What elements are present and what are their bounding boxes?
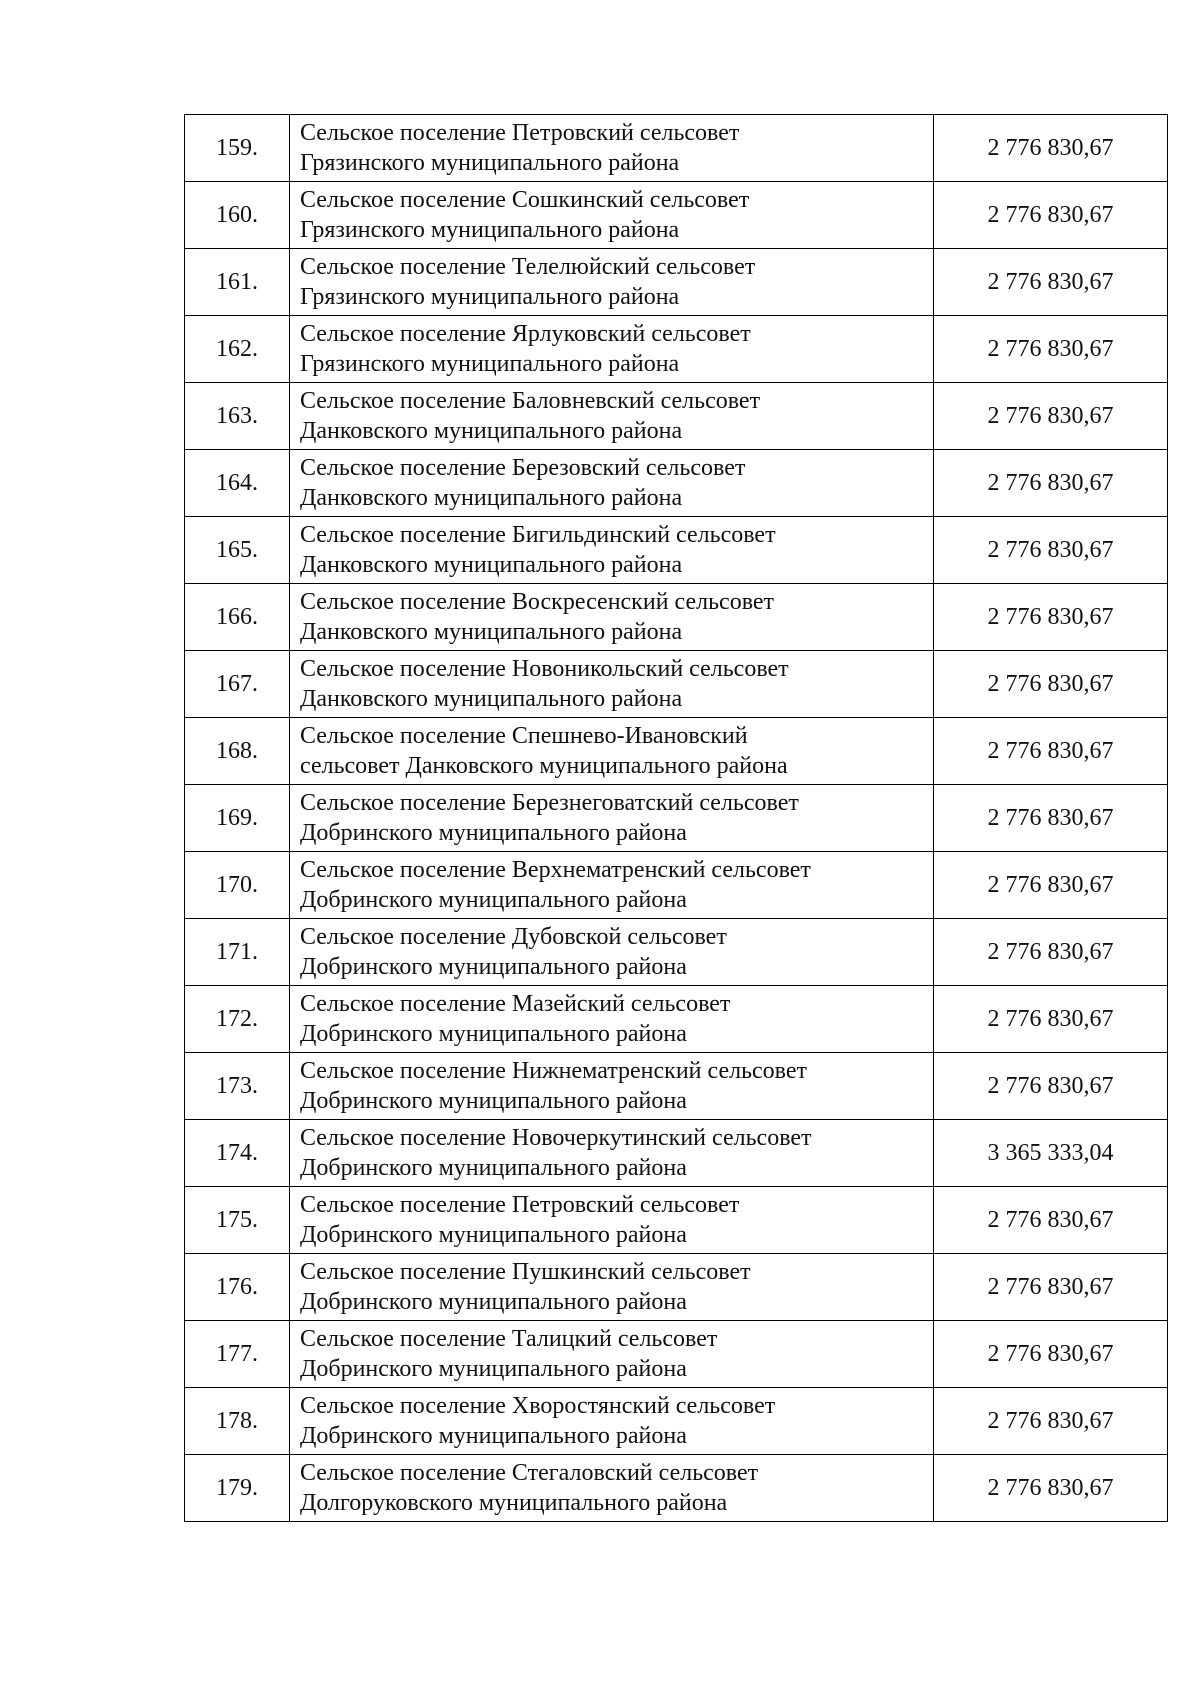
settlement-name-line-1: Сельское поселение Новоникольский сельсовет (300, 656, 789, 682)
amount-cell: 2 776 830,67 (934, 1388, 1168, 1455)
row-number: 175. (185, 1187, 290, 1254)
amount-cell: 2 776 830,67 (934, 1455, 1168, 1522)
table-row (185, 919, 1168, 986)
settlement-name-line-2: Добринского муниципального района (300, 1155, 687, 1181)
settlement-name-line-1: Сельское поселение Телелюйский сельсовет (300, 254, 756, 280)
settlement-name-cell (290, 718, 934, 785)
amount-cell: 2 776 830,67 (934, 1321, 1168, 1388)
settlement-name-line-1: Сельское поселение Нижнематренский сельсовет (300, 1058, 808, 1084)
settlement-name-cell (290, 450, 934, 517)
settlement-name-line-1: Сельское поселение Спешнево-Ивановский (300, 723, 748, 749)
amount-cell: 2 776 830,67 (934, 1187, 1168, 1254)
settlement-name-line-1: Сельское поселение Сошкинский сельсовет (300, 187, 750, 213)
settlement-name-cell (290, 316, 934, 383)
settlement-name-cell (290, 584, 934, 651)
settlement-name-line-1: Сельское поселение Петровский сельсовет (300, 120, 740, 146)
amount-cell: 2 776 830,67 (934, 919, 1168, 986)
table-row (185, 1388, 1168, 1455)
settlement-name-line-1: Сельское поселение Березовский сельсовет (300, 455, 746, 481)
settlement-name-line-2: Добринского муниципального района (300, 1289, 687, 1315)
settlement-name-line-2: Добринского муниципального района (300, 1423, 687, 1449)
settlement-name-cell (290, 115, 934, 182)
amount-cell: 2 776 830,67 (934, 1254, 1168, 1321)
settlement-name-line-2: Грязинского муниципального района (300, 150, 680, 176)
table-row (185, 1321, 1168, 1388)
amount-cell: 2 776 830,67 (934, 852, 1168, 919)
settlement-name-line-2: сельсовет Данковского муниципального района (300, 753, 788, 779)
table-row (185, 1455, 1168, 1522)
table-row (185, 852, 1168, 919)
table-row (185, 584, 1168, 651)
table-row (185, 450, 1168, 517)
settlement-name-cell (290, 785, 934, 852)
settlement-name-cell (290, 651, 934, 718)
settlement-name-line-2: Данковского муниципального района (300, 418, 683, 444)
row-number: 162. (185, 316, 290, 383)
row-number: 159. (185, 115, 290, 182)
row-number: 168. (185, 718, 290, 785)
row-number: 171. (185, 919, 290, 986)
settlement-name-line-2: Добринского муниципального района (300, 887, 687, 913)
settlement-name-cell (290, 1254, 934, 1321)
settlement-name-line-1: Сельское поселение Березнеговатский сельсовет (300, 790, 799, 816)
settlement-name-line-1: Сельское поселение Бигильдинский сельсовет (300, 522, 776, 548)
settlement-name-line-2: Добринского муниципального района (300, 1356, 687, 1382)
amount-cell: 2 776 830,67 (934, 316, 1168, 383)
settlement-name-cell (290, 517, 934, 584)
table-row (185, 785, 1168, 852)
table-row (185, 718, 1168, 785)
amount-cell: 2 776 830,67 (934, 785, 1168, 852)
settlement-name-cell (290, 1120, 934, 1187)
settlement-name-line-2: Грязинского муниципального района (300, 217, 680, 243)
settlement-name-line-2: Данковского муниципального района (300, 552, 683, 578)
row-number: 173. (185, 1053, 290, 1120)
settlement-name-line-1: Сельское поселение Баловневский сельсовет (300, 388, 761, 414)
settlement-name-line-2: Данковского муниципального района (300, 619, 683, 645)
settlement-name-cell (290, 383, 934, 450)
settlement-name-line-1: Сельское поселение Верхнематренский сельсовет (300, 857, 811, 883)
table-row (185, 1187, 1168, 1254)
settlement-name-cell (290, 249, 934, 316)
table-row (185, 316, 1168, 383)
table-row (185, 383, 1168, 450)
settlement-name-cell (290, 1455, 934, 1522)
settlement-name-line-2: Добринского муниципального района (300, 954, 687, 980)
table-row (185, 249, 1168, 316)
settlement-name-line-1: Сельское поселение Новочеркутинский сельсовет (300, 1125, 812, 1151)
amount-cell: 2 776 830,67 (934, 1053, 1168, 1120)
settlement-name-cell (290, 1321, 934, 1388)
row-number: 163. (185, 383, 290, 450)
table-row (185, 1120, 1168, 1187)
amount-cell: 2 776 830,67 (934, 986, 1168, 1053)
amount-cell: 3 365 333,04 (934, 1120, 1168, 1187)
amount-cell: 2 776 830,67 (934, 517, 1168, 584)
settlement-name-line-2: Долгоруковского муниципального района (300, 1490, 728, 1516)
settlement-name-line-1: Сельское поселение Стегаловский сельсовет (300, 1460, 759, 1486)
allocation-table (184, 114, 1168, 1522)
table-row (185, 1254, 1168, 1321)
settlement-name-cell (290, 182, 934, 249)
row-number: 165. (185, 517, 290, 584)
amount-cell: 2 776 830,67 (934, 383, 1168, 450)
row-number: 160. (185, 182, 290, 249)
settlement-name-line-2: Грязинского муниципального района (300, 351, 680, 377)
row-number: 166. (185, 584, 290, 651)
settlement-name-cell (290, 852, 934, 919)
row-number: 164. (185, 450, 290, 517)
row-number: 174. (185, 1120, 290, 1187)
settlement-name-line-1: Сельское поселение Мазейский сельсовет (300, 991, 731, 1017)
table-row (185, 517, 1168, 584)
settlement-name-line-1: Сельское поселение Талицкий сельсовет (300, 1326, 718, 1352)
settlement-name-line-1: Сельское поселение Воскресенский сельсовет (300, 589, 775, 615)
settlement-name-line-1: Сельское поселение Пушкинский сельсовет (300, 1259, 751, 1285)
table-row (185, 182, 1168, 249)
row-number: 172. (185, 986, 290, 1053)
row-number: 161. (185, 249, 290, 316)
amount-cell: 2 776 830,67 (934, 584, 1168, 651)
settlement-name-line-1: Сельское поселение Ярлуковский сельсовет (300, 321, 751, 347)
amount-cell: 2 776 830,67 (934, 651, 1168, 718)
settlement-name-line-1: Сельское поселение Хворостянский сельсовет (300, 1393, 776, 1419)
amount-cell: 2 776 830,67 (934, 450, 1168, 517)
amount-cell: 2 776 830,67 (934, 182, 1168, 249)
row-number: 169. (185, 785, 290, 852)
settlement-name-line-2: Грязинского муниципального района (300, 284, 680, 310)
settlement-name-cell (290, 1053, 934, 1120)
table-row (185, 986, 1168, 1053)
table-row (185, 1053, 1168, 1120)
table-row (185, 115, 1168, 182)
amount-cell: 2 776 830,67 (934, 718, 1168, 785)
settlement-name-line-2: Данковского муниципального района (300, 686, 683, 712)
settlement-name-line-2: Добринского муниципального района (300, 1088, 687, 1114)
settlement-name-cell (290, 1187, 934, 1254)
row-number: 177. (185, 1321, 290, 1388)
settlement-name-line-1: Сельское поселение Петровский сельсовет (300, 1192, 740, 1218)
settlement-name-line-1: Сельское поселение Дубовской сельсовет (300, 924, 727, 950)
settlement-name-cell (290, 1388, 934, 1455)
settlement-name-line-2: Добринского муниципального района (300, 820, 687, 846)
row-number: 167. (185, 651, 290, 718)
settlement-name-line-2: Добринского муниципального района (300, 1222, 687, 1248)
table-row (185, 651, 1168, 718)
amount-cell: 2 776 830,67 (934, 249, 1168, 316)
row-number: 179. (185, 1455, 290, 1522)
settlement-name-line-2: Данковского муниципального района (300, 485, 683, 511)
settlement-name-cell (290, 986, 934, 1053)
row-number: 176. (185, 1254, 290, 1321)
amount-cell: 2 776 830,67 (934, 115, 1168, 182)
settlement-name-line-2: Добринского муниципального района (300, 1021, 687, 1047)
row-number: 170. (185, 852, 290, 919)
settlement-name-cell (290, 919, 934, 986)
table-body (185, 115, 1168, 1522)
row-number: 178. (185, 1388, 290, 1455)
